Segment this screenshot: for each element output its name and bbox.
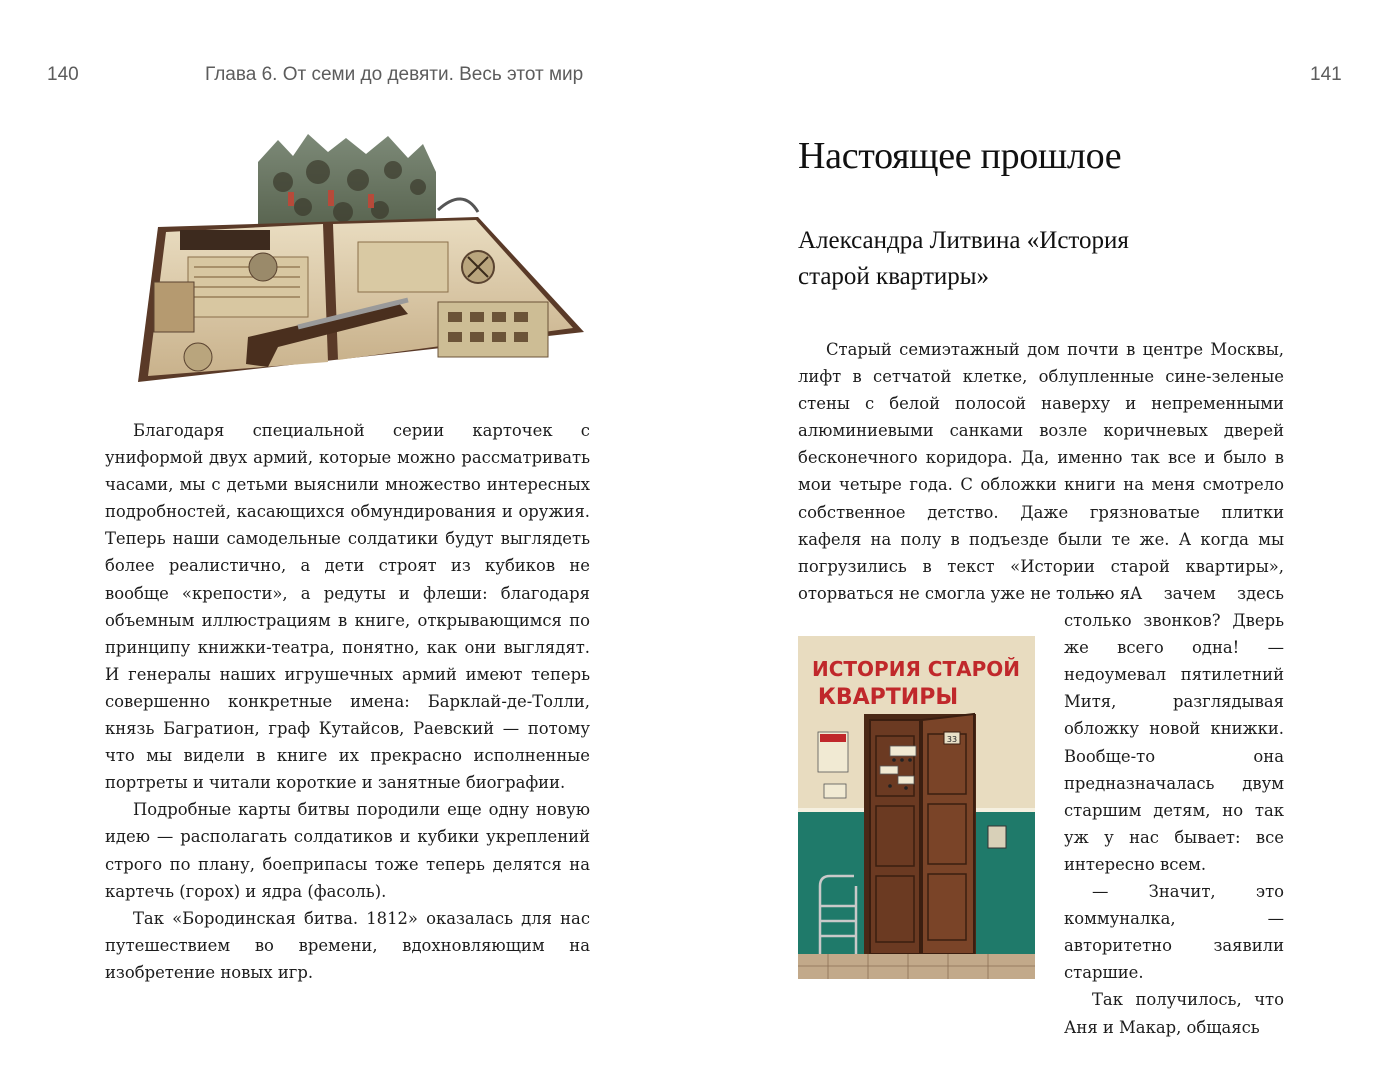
subtitle-line-1: Александра Литвина «История [798,227,1129,254]
left-paragraph-2: Подробные карты битвы породили еще одну новую идею — располагать солдатиков и кубики укреплений строго по плану, боеприпасы тоже теперь делятся на картечь (горох) и ядра (фасоль). [105,800,590,901]
cover-title-line-1: ИСТОРИЯ СТАРОЙ [811,657,1021,681]
right-paragraph-1: Старый семиэтажный дом почти в центре Москвы, лифт в сетчатой клетке, облупленные сине-зеленые стены с белой полосой наверху и непременными алюминиевыми санками возле коричневых дверей бесконечного коридора. Да, именно так все и было в мои четыре года. С обложки книги на меня смотрело собственное детство. Даже грязноватые плитки кафеля на полу в подъезде были те же. А когда мы погрузились в текст «Истории старой квартиры», оторваться не смогла уже не только я. [798,340,1284,603]
left-page-body [105,417,590,986]
left-paragraph-3: Так «Бородинская битва. 1812» оказалась для нас путешествием во времени, вдохновляющим на изобретение новых игр. [105,908,590,982]
cover-door-number: 33 [946,735,958,744]
side-paragraph-3: Так получилось, что Аня и Макар, общаясь [1064,990,1284,1037]
right-page-number: 141 [1310,64,1342,85]
running-head: Глава 6. От семи до девяти. Весь этот мир [205,64,584,85]
left-page-number: 140 [47,64,79,85]
right-side-column [1064,580,1284,1041]
subtitle-line-2: старой квартиры» [798,263,990,290]
book-cover-illustration [798,636,1035,979]
pop-up-book-illustration-icon [118,132,584,394]
section-title: Настоящее прошлое [798,135,1122,177]
right-page-body [798,336,1284,607]
cover-title-line-2: КВАРТИРЫ [817,685,959,710]
side-paragraph-1: — А зачем здесь столько звонков? Дверь же всего одна! — недоумевал пятилетний Митя, разглядывая обложку новой книжки. Вообще-то она предназначалась двум старшим детям, но так уж у нас бывает: все интересно всем. [1064,584,1284,874]
book-subtitle [798,223,1238,295]
left-paragraph-1: Благодаря специальной серии карточек с униформой двух армий, которые можно рассматривать часами, мы с детьми выяснили множество интересных подробностей, касающихся обмундирования и оружия. Теперь наши самодельные солдатики будут выглядеть более реалистично, а дети строят из кубиков не вообще «крепости», а редуты и флеши: благодаря объемным иллюстрациям в книге, открывающимся по принципу книжки-театра, понятно, как они выглядят. И генералы наших игрушечных армий имеют теперь совершенно конкретные имена: Барклай-де-Толли, князь Багратион, граф Кутайсов, Раевский — потому что мы видели в книге их прекрасно исполненные портреты и читали короткие и занятные биографии. [105,421,590,793]
side-paragraph-2: — Значит, это коммуналка, — авторитетно заявили старшие. [1064,882,1284,983]
